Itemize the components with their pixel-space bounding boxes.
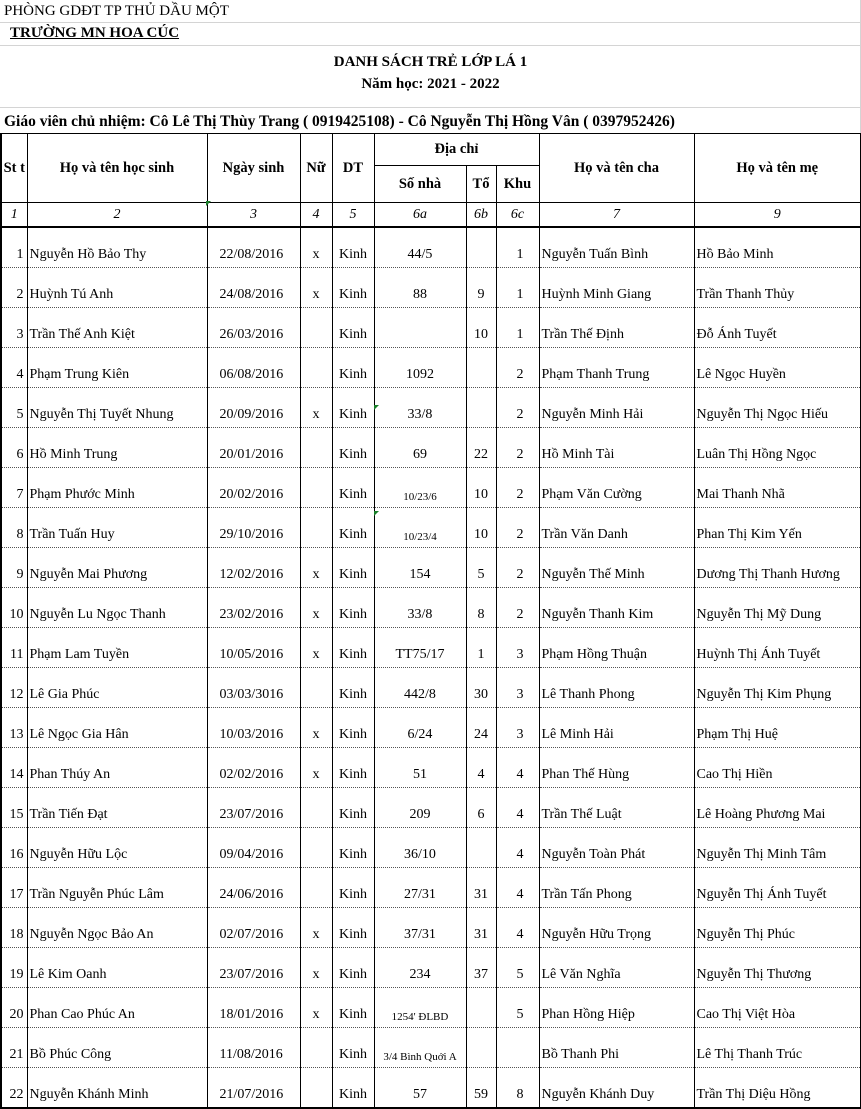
ethnicity[interactable]: Kinh [332,628,374,668]
header-dob: Ngày sinh [207,134,300,203]
zone-number[interactable]: 2 [496,428,539,468]
ethnicity[interactable]: Kinh [332,548,374,588]
ethnicity[interactable]: Kinh [332,1068,374,1109]
birth-date[interactable]: 23/07/2016 [207,788,300,828]
table-body [1,227,861,1108]
table-row[interactable] [1,308,861,348]
student-name[interactable]: Hồ Minh Trung [27,428,207,468]
student-number[interactable]: 6 [1,428,27,468]
department-name: PHÒNG GDĐT TP THỦ DẦU MỘT [4,3,229,19]
female-mark[interactable] [300,668,332,708]
father-name[interactable]: Trần Văn Danh [539,508,694,548]
ethnicity[interactable]: Kinh [332,428,374,468]
student-name[interactable]: Lê Gia Phúc [27,668,207,708]
group-number[interactable]: 6 [466,788,496,828]
table-row[interactable] [1,1068,861,1109]
birth-date[interactable]: 20/02/2016 [207,468,300,508]
zone-number[interactable]: 1 [496,227,539,268]
father-name[interactable]: Nguyễn Khánh Duy [539,1068,694,1109]
student-number[interactable]: 13 [1,708,27,748]
house-number[interactable]: 442/8 [374,668,466,708]
female-mark[interactable] [300,348,332,388]
mother-name[interactable]: Nguyễn Thị Kim Phụng [694,668,861,708]
zone-number[interactable] [496,1028,539,1068]
group-number[interactable]: 1 [466,628,496,668]
table-row[interactable] [1,468,861,508]
student-name[interactable]: Trần Nguyễn Phúc Lâm [27,868,207,908]
table-row[interactable] [1,868,861,908]
female-mark[interactable]: x [300,948,332,988]
school-name [10,25,179,42]
table-row[interactable] [1,588,861,628]
house-number[interactable]: 33/8 [374,588,466,628]
birth-date[interactable]: 29/10/2016 [207,508,300,548]
house-number[interactable]: 44/5 [374,227,466,268]
group-number[interactable] [466,828,496,868]
column-number: 5 [332,203,374,228]
homeroom-teachers: Giáo viên chủ nhiệm: Cô Lê Thị Thùy Trang ( 0919425108) - Cô Nguyễn Thị Hồng Vân ( 0397952426) [4,113,675,130]
father-name[interactable]: Nguyễn Tuấn Bình [539,227,694,268]
birth-date[interactable]: 24/06/2016 [207,868,300,908]
student-name[interactable]: Trần Thế Anh Kiệt [27,308,207,348]
female-mark[interactable] [300,1028,332,1068]
father-name[interactable]: Nguyễn Toàn Phát [539,828,694,868]
birth-date[interactable]: 20/01/2016 [207,428,300,468]
female-mark[interactable] [300,788,332,828]
ethnicity[interactable]: Kinh [332,348,374,388]
header-mother: Họ và tên mẹ [694,134,861,203]
house-number[interactable]: 37/31 [374,908,466,948]
student-number[interactable]: 5 [1,388,27,428]
birth-date[interactable]: 02/02/2016 [207,748,300,788]
mother-name[interactable]: Trần Thanh Thủy [694,268,861,308]
house-number[interactable]: 1092 [374,348,466,388]
father-name[interactable]: Nguyễn Minh Hải [539,388,694,428]
student-name[interactable]: Nguyễn Mai Phương [27,548,207,588]
ethnicity[interactable]: Kinh [332,308,374,348]
mother-name[interactable]: Cao Thị Hiền [694,748,861,788]
mother-name[interactable]: Nguyễn Thị Thương [694,948,861,988]
column-number: 4 [300,203,332,228]
mother-name[interactable]: Nguyễn Thị Ngọc Hiếu [694,388,861,428]
header-zone: Khu [496,166,539,203]
zone-number[interactable]: 5 [496,948,539,988]
table-row[interactable] [1,948,861,988]
zone-number[interactable]: 3 [496,668,539,708]
female-mark[interactable]: x [300,708,332,748]
group-number[interactable] [466,227,496,268]
column-number: 6a [374,203,466,228]
female-mark[interactable] [300,508,332,548]
student-number[interactable]: 3 [1,308,27,348]
house-number[interactable]: 1254' ĐLBD [374,988,466,1028]
group-number[interactable]: 22 [466,428,496,468]
ethnicity[interactable]: Kinh [332,268,374,308]
school-name-text: TRƯỜNG MN HOA CÚC [10,25,180,41]
student-number[interactable]: 4 [1,348,27,388]
birth-date[interactable]: 18/01/2016 [207,988,300,1028]
header-name: Họ và tên học sinh [27,134,207,203]
student-name[interactable]: Phan Cao Phúc An [27,988,207,1028]
zone-number[interactable]: 4 [496,908,539,948]
group-number[interactable]: 9 [466,268,496,308]
ethnicity[interactable]: Kinh [332,1028,374,1068]
student-roster-table [0,133,861,1109]
father-name[interactable]: Phạm Thanh Trung [539,348,694,388]
female-mark[interactable]: x [300,548,332,588]
gridline [0,22,861,23]
student-number[interactable]: 11 [1,628,27,668]
column-number: 6c [496,203,539,228]
female-mark[interactable]: x [300,628,332,668]
father-name[interactable]: Lê Thanh Phong [539,668,694,708]
female-mark[interactable] [300,308,332,348]
zone-number[interactable]: 4 [496,828,539,868]
mother-name[interactable]: Nguyễn Thị Ánh Tuyết [694,868,861,908]
birth-date[interactable]: 22/08/2016 [207,227,300,268]
birth-date[interactable]: 12/02/2016 [207,548,300,588]
father-name[interactable]: Huỳnh Minh Giang [539,268,694,308]
group-number[interactable]: 10 [466,308,496,348]
birth-date[interactable]: 23/07/2016 [207,948,300,988]
student-name[interactable]: Nguyễn Thị Tuyết Nhung [27,388,207,428]
table-row[interactable] [1,988,861,1028]
student-number[interactable]: 21 [1,1028,27,1068]
table-row[interactable] [1,828,861,868]
ethnicity[interactable]: Kinh [332,908,374,948]
ethnicity[interactable]: Kinh [332,988,374,1028]
father-name[interactable]: Trần Tấn Phong [539,868,694,908]
house-number[interactable]: 36/10 [374,828,466,868]
mother-name[interactable]: Lê Hoàng Phương Mai [694,788,861,828]
birth-date[interactable]: 20/09/2016 [207,388,300,428]
group-number[interactable]: 24 [466,708,496,748]
student-name[interactable]: Nguyễn Ngọc Bảo An [27,908,207,948]
student-number[interactable]: 2 [1,268,27,308]
group-number[interactable]: 8 [466,588,496,628]
student-name[interactable]: Phạm Trung Kiên [27,348,207,388]
ethnicity[interactable]: Kinh [332,748,374,788]
father-name[interactable]: Nguyễn Hữu Trọng [539,908,694,948]
house-number[interactable]: 234 [374,948,466,988]
group-number[interactable]: 37 [466,948,496,988]
ethnicity[interactable]: Kinh [332,508,374,548]
ethnicity[interactable]: Kinh [332,668,374,708]
father-name[interactable]: Nguyễn Thế Minh [539,548,694,588]
house-number[interactable]: 27/31 [374,868,466,908]
house-number[interactable]: 154 [374,548,466,588]
ethnicity[interactable]: Kinh [332,708,374,748]
mother-name[interactable]: Nguyễn Thị Mỹ Dung [694,588,861,628]
female-mark[interactable] [300,868,332,908]
student-number[interactable]: 1 [1,227,27,268]
table-row[interactable] [1,908,861,948]
ethnicity[interactable]: Kinh [332,948,374,988]
house-number[interactable]: 51 [374,748,466,788]
female-mark[interactable]: x [300,748,332,788]
female-mark[interactable]: x [300,388,332,428]
group-number[interactable]: 5 [466,548,496,588]
father-name[interactable]: Lê Văn Nghĩa [539,948,694,988]
birth-date[interactable]: 21/07/2016 [207,1068,300,1109]
group-number[interactable]: 10 [466,508,496,548]
female-mark[interactable]: x [300,268,332,308]
table-row[interactable] [1,227,861,268]
student-name[interactable]: Phan Thúy An [27,748,207,788]
house-number[interactable] [374,308,466,348]
student-name[interactable]: Nguyễn Lu Ngọc Thanh [27,588,207,628]
zone-number[interactable]: 8 [496,1068,539,1109]
zone-number[interactable]: 2 [496,348,539,388]
birth-date[interactable]: 06/08/2016 [207,348,300,388]
ethnicity[interactable]: Kinh [332,828,374,868]
mother-name[interactable]: Hồ Bảo Minh [694,227,861,268]
header-father: Họ và tên cha [539,134,694,203]
header-female: Nữ [300,134,332,203]
house-number[interactable]: 69 [374,428,466,468]
student-number[interactable]: 18 [1,908,27,948]
zone-number[interactable]: 2 [496,388,539,428]
table-row[interactable] [1,548,861,588]
group-number[interactable] [466,348,496,388]
group-number[interactable]: 4 [466,748,496,788]
group-number[interactable] [466,388,496,428]
group-number[interactable] [466,1028,496,1068]
table-row[interactable] [1,668,861,708]
zone-number[interactable]: 4 [496,788,539,828]
table-row[interactable] [1,508,861,548]
school-year: Năm học: 2021 - 2022 [361,76,500,92]
header-house: Số nhà [374,166,466,203]
mother-name[interactable]: Huỳnh Thị Ánh Tuyết [694,628,861,668]
ethnicity[interactable]: Kinh [332,468,374,508]
student-number[interactable]: 20 [1,988,27,1028]
female-mark[interactable] [300,468,332,508]
column-number: 2 [27,203,207,228]
cell-note-marker [374,511,379,516]
father-name[interactable]: Nguyễn Thanh Kim [539,588,694,628]
student-number[interactable]: 8 [1,508,27,548]
cell-note-marker [206,201,211,206]
father-name[interactable]: Bồ Thanh Phi [539,1028,694,1068]
zone-number[interactable]: 5 [496,988,539,1028]
group-number[interactable]: 10 [466,468,496,508]
mother-name[interactable]: Lê Thị Thanh Trúc [694,1028,861,1068]
header-ethnic: DT [332,134,374,203]
house-number[interactable]: 10/23/4 [374,508,466,548]
group-number[interactable]: 59 [466,1068,496,1109]
student-name[interactable]: Nguyễn Khánh Minh [27,1068,207,1109]
house-number[interactable]: 6/24 [374,708,466,748]
zone-number[interactable]: 3 [496,708,539,748]
page-title: DANH SÁCH TRẺ LỚP LÁ 1 [333,54,528,70]
female-mark[interactable] [300,828,332,868]
table-row[interactable] [1,708,861,748]
zone-number[interactable]: 4 [496,868,539,908]
student-number[interactable]: 17 [1,868,27,908]
group-number[interactable]: 30 [466,668,496,708]
table-row[interactable] [1,1028,861,1068]
zone-number[interactable]: 4 [496,748,539,788]
table-row[interactable] [1,628,861,668]
student-name[interactable]: Trần Tiến Đạt [27,788,207,828]
father-name[interactable]: Phạm Hồng Thuận [539,628,694,668]
table-row[interactable] [1,428,861,468]
mother-name[interactable]: Đỗ Ánh Tuyết [694,308,861,348]
student-number[interactable]: 16 [1,828,27,868]
mother-name[interactable]: Phạm Thị Huệ [694,708,861,748]
table-row[interactable] [1,268,861,308]
student-name[interactable]: Phạm Phước Minh [27,468,207,508]
father-name[interactable]: Hồ Minh Tài [539,428,694,468]
table-header [1,134,861,228]
table-row[interactable] [1,348,861,388]
birth-date[interactable]: 24/08/2016 [207,268,300,308]
mother-name[interactable]: Trần Thị Diệu Hồng [694,1068,861,1109]
header-address: Địa chỉ [374,134,539,166]
student-number[interactable]: 22 [1,1068,27,1109]
mother-name[interactable]: Cao Thị Việt Hòa [694,988,861,1028]
zone-number[interactable]: 2 [496,468,539,508]
column-number: 6b [466,203,496,228]
group-number[interactable]: 31 [466,868,496,908]
student-name[interactable]: Lê Kim Oanh [27,948,207,988]
student-name[interactable]: Phạm Lam Tuyền [27,628,207,668]
house-number[interactable]: 33/8 [374,388,466,428]
student-number[interactable]: 14 [1,748,27,788]
mother-name[interactable]: Nguyễn Thị Phúc [694,908,861,948]
student-name[interactable]: Huỳnh Tú Anh [27,268,207,308]
mother-name[interactable]: Mai Thanh Nhã [694,468,861,508]
female-mark[interactable] [300,428,332,468]
father-name[interactable]: Phạm Văn Cường [539,468,694,508]
student-number[interactable]: 15 [1,788,27,828]
table-row[interactable] [1,388,861,428]
birth-date[interactable]: 02/07/2016 [207,908,300,948]
zone-number[interactable]: 2 [496,508,539,548]
table-row[interactable] [1,788,861,828]
mother-name[interactable]: Nguyễn Thị Minh Tâm [694,828,861,868]
ethnicity[interactable]: Kinh [332,227,374,268]
zone-number[interactable]: 1 [496,268,539,308]
student-number[interactable]: 19 [1,948,27,988]
mother-name[interactable]: Lê Ngọc Huyền [694,348,861,388]
student-name[interactable]: Lê Ngọc Gia Hân [27,708,207,748]
gridline [0,45,861,46]
birth-date[interactable]: 03/03/3016 [207,668,300,708]
house-number[interactable]: 57 [374,1068,466,1109]
cell-note-marker [374,405,379,410]
column-number: 3 [207,203,300,228]
column-number: 9 [694,203,861,228]
student-name[interactable]: Trần Tuấn Huy [27,508,207,548]
zone-number[interactable]: 3 [496,628,539,668]
header-stt: St t [1,134,27,203]
father-name[interactable]: Phan Thế Hùng [539,748,694,788]
house-number[interactable]: 88 [374,268,466,308]
female-mark[interactable] [300,1068,332,1109]
group-number[interactable]: 31 [466,908,496,948]
student-number[interactable]: 7 [1,468,27,508]
father-name[interactable]: Phan Hồng Hiệp [539,988,694,1028]
female-mark[interactable]: x [300,227,332,268]
birth-date[interactable]: 23/02/2016 [207,588,300,628]
student-number[interactable]: 10 [1,588,27,628]
column-number: 7 [539,203,694,228]
header-group: Tổ [466,166,496,203]
mother-name[interactable]: Dương Thị Thanh Hương [694,548,861,588]
father-name[interactable]: Trần Thế Định [539,308,694,348]
father-name[interactable]: Lê Minh Hải [539,708,694,748]
ethnicity[interactable]: Kinh [332,788,374,828]
birth-date[interactable]: 10/05/2016 [207,628,300,668]
house-number[interactable]: 209 [374,788,466,828]
column-number-row [1,203,861,228]
zone-number[interactable]: 2 [496,588,539,628]
zone-number[interactable]: 2 [496,548,539,588]
student-number[interactable]: 12 [1,668,27,708]
table-row[interactable] [1,748,861,788]
birth-date[interactable]: 10/03/2016 [207,708,300,748]
birth-date[interactable]: 11/08/2016 [207,1028,300,1068]
zone-number[interactable]: 1 [496,308,539,348]
mother-name[interactable]: Luân Thị Hồng Ngọc [694,428,861,468]
father-name[interactable]: Trần Thế Luật [539,788,694,828]
house-number[interactable]: 3/4 Bình Quới A [374,1028,466,1068]
female-mark[interactable]: x [300,908,332,948]
ethnicity[interactable]: Kinh [332,868,374,908]
house-number[interactable]: 10/23/6 [374,468,466,508]
student-name[interactable]: Nguyễn Hữu Lộc [27,828,207,868]
ethnicity[interactable]: Kinh [332,588,374,628]
column-number: 1 [1,203,27,228]
student-name[interactable]: Bồ Phúc Công [27,1028,207,1068]
group-number[interactable] [466,988,496,1028]
female-mark[interactable]: x [300,988,332,1028]
birth-date[interactable]: 26/03/2016 [207,308,300,348]
gridline [0,107,861,108]
mother-name[interactable]: Phan Thị Kim Yến [694,508,861,548]
birth-date[interactable]: 09/04/2016 [207,828,300,868]
student-name[interactable]: Nguyễn Hồ Bảo Thy [27,227,207,268]
female-mark[interactable]: x [300,588,332,628]
student-number[interactable]: 9 [1,548,27,588]
ethnicity[interactable]: Kinh [332,388,374,428]
house-number[interactable]: TT75/17 [374,628,466,668]
